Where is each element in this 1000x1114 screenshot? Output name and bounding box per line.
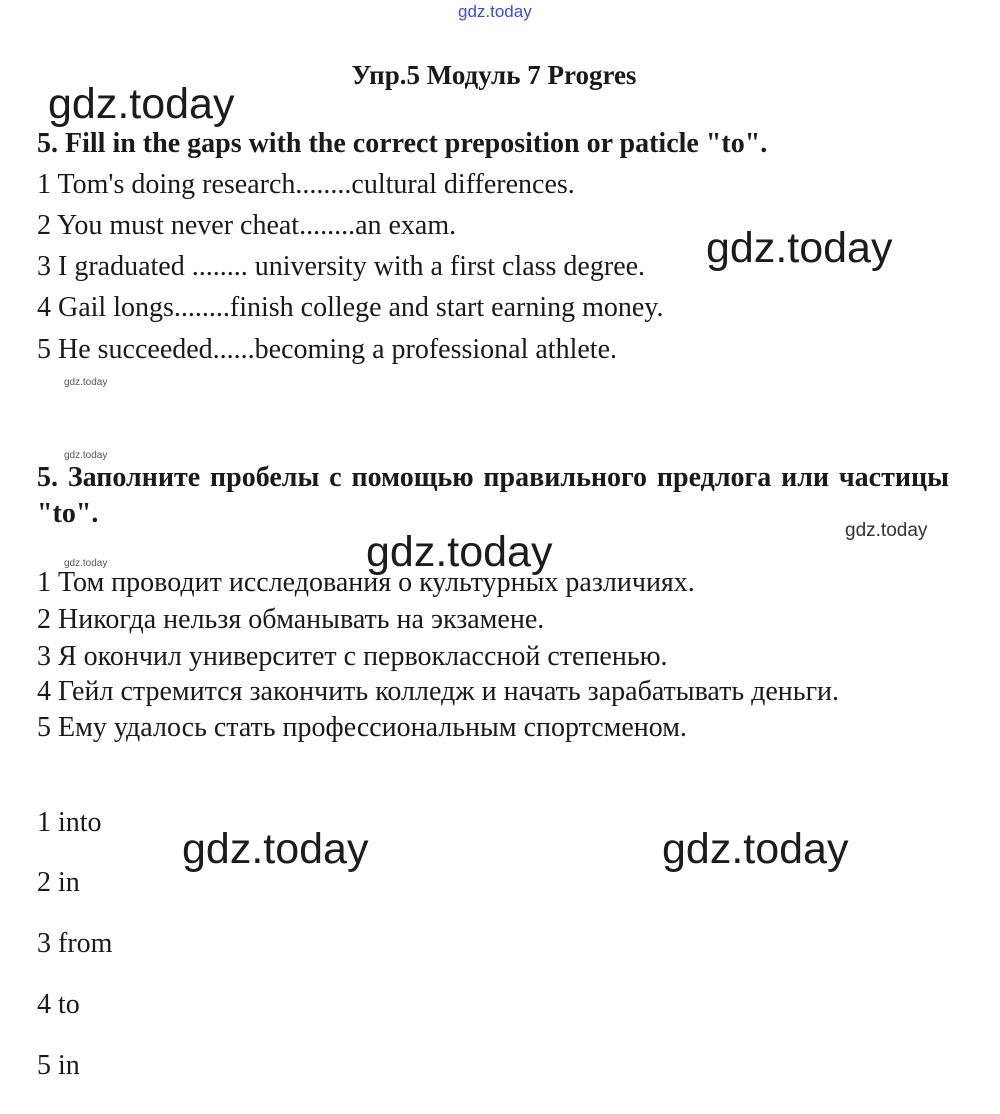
page-title: Упр.5 Модуль 7 Progres <box>351 60 637 90</box>
answer-1: 1 into <box>37 807 102 838</box>
english-line-2: 2 You must never cheat........an exam. <box>37 210 457 241</box>
watermark-large: gdz.today <box>706 224 893 272</box>
watermark-tiny: gdz.today <box>64 558 108 569</box>
russian-line-5: 5 Ему удалось стать профессиональным спортсменом. <box>37 712 687 743</box>
watermark-top: gdz.today <box>458 2 532 21</box>
answer-5: 5 in <box>37 1050 80 1081</box>
russian-line-1: 1 Том проводит исследования о культурных различиях. <box>37 567 695 598</box>
watermark-large: gdz.today <box>182 825 369 873</box>
answer-3: 3 from <box>37 928 113 959</box>
watermark-tiny: gdz.today <box>64 377 108 388</box>
watermark-large: gdz.today <box>662 825 849 873</box>
watermark-medium: gdz.today <box>845 520 928 541</box>
russian-line-4: 4 Гейл стремится закончить колледж и начать зарабатывать деньги. <box>37 676 840 707</box>
answer-4: 4 to <box>37 989 80 1020</box>
english-heading: 5. Fill in the gaps with the correct preposition or paticle "to". <box>37 128 768 159</box>
watermark-tiny: gdz.today <box>64 450 108 461</box>
russian-heading: 5. Заполните пробелы с помощью правильного предлога или частицы "to". <box>37 462 949 529</box>
english-line-1: 1 Tom's doing research........cultural differences. <box>37 169 575 200</box>
russian-line-2: 2 Никогда нельзя обманывать на экзамене. <box>37 604 545 635</box>
watermark-large: gdz.today <box>366 528 553 576</box>
russian-line-3: 3 Я окончил университет с первоклассной степенью. <box>37 641 668 672</box>
answer-2: 2 in <box>37 867 80 898</box>
english-line-3: 3 I graduated ........ university with a first class degree. <box>37 251 646 282</box>
english-line-4: 4 Gail longs........finish college and start earning money. <box>37 292 664 323</box>
watermark-large: gdz.today <box>48 80 235 128</box>
english-line-5: 5 He succeeded......becoming a professional athlete. <box>37 334 618 365</box>
